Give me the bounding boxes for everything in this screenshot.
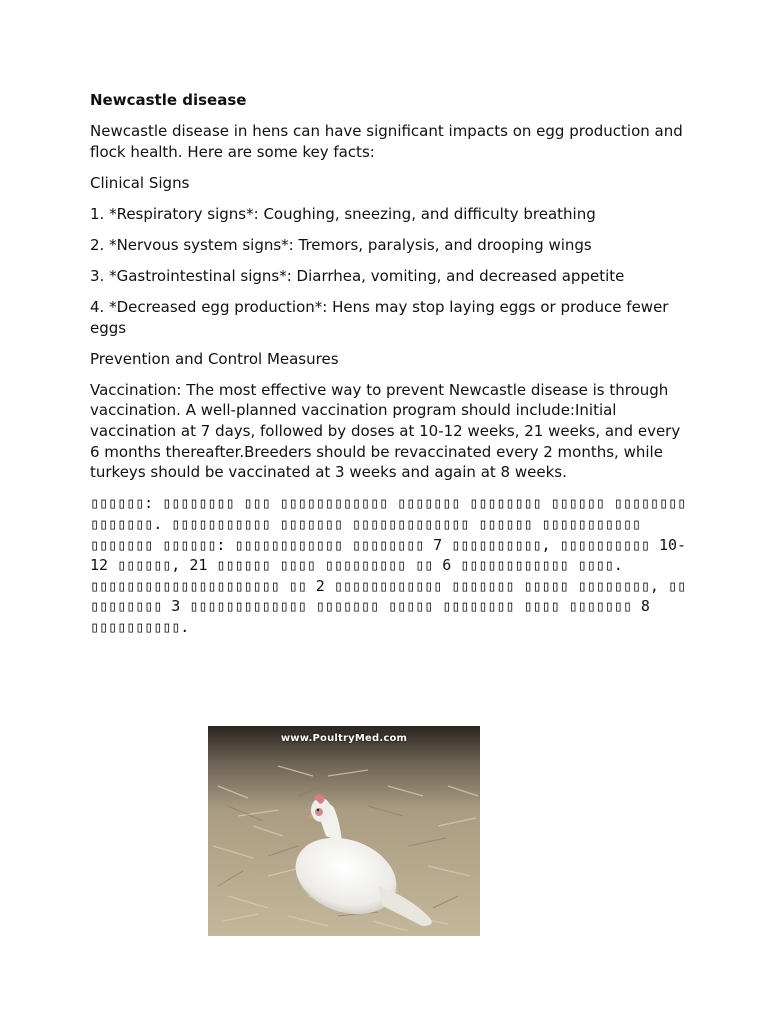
unrendered-script-paragraph: ▯▯▯▯▯▯: ▯▯▯▯▯▯▯▯ ▯▯▯ ▯▯▯▯▯▯▯▯▯▯▯▯ ▯▯▯▯▯▯▯ ▯▯▯▯▯▯▯▯ ▯▯▯▯▯▯ ▯▯▯▯▯▯▯▯ ▯▯▯▯▯▯▯. ▯▯▯▯▯▯▯▯▯▯▯ ▯▯▯▯▯▯▯ ▯▯▯▯▯▯▯▯▯▯▯▯▯ ▯▯▯▯▯▯ ▯▯▯▯▯▯▯▯▯▯▯ ▯▯▯▯▯▯▯ ▯▯▯▯▯▯: ▯▯▯▯▯▯▯▯▯▯▯▯ ▯▯▯▯▯▯▯▯ 7 ▯▯▯▯▯▯▯▯▯▯, ▯▯▯▯▯▯▯▯▯▯ 10-12 ▯▯▯▯▯▯, 21 ▯▯▯▯▯▯ ▯▯▯▯ ▯▯▯▯▯▯▯▯▯ ▯▯ 6 ▯▯▯▯▯▯▯▯▯▯▯▯ ▯▯▯▯. ▯▯▯▯▯▯▯▯▯▯▯▯▯▯▯▯▯▯▯▯▯ ▯▯ 2 ▯▯▯▯▯▯▯▯▯▯▯▯ ▯▯▯▯▯▯▯ ▯▯▯▯▯ ▯▯▯▯▯▯▯▯, ▯▯ ▯▯▯▯▯▯▯▯ 3 ▯▯▯▯▯▯▯▯▯▯▯▯▯ ▯▯▯▯▯▯▯ ▯▯▯▯▯ ▯▯▯▯▯▯▯▯ ▯▯▯▯ ▯▯▯▯▯▯▯ 8 ▯▯▯▯▯▯▯▯▯▯. xyxy=(90,494,687,636)
chicken-photo xyxy=(208,726,480,936)
sign-gastrointestinal: 3. *Gastrointestinal signs*: Diarrhea, vomiting, and decreased appetite xyxy=(90,266,625,285)
clinical-signs-heading: Clinical Signs xyxy=(90,173,190,192)
intro-paragraph: Newcastle disease in hens can have significant impacts on egg production and flock health. Here are some key facts: xyxy=(90,122,683,161)
document-title: Newcastle disease xyxy=(90,91,247,109)
document-body xyxy=(90,90,690,648)
sign-nervous: 2. *Nervous system signs*: Tremors, paralysis, and drooping wings xyxy=(90,235,592,254)
prevention-heading: Prevention and Control Measures xyxy=(90,349,339,368)
sick-chicken-photo-icon xyxy=(208,726,480,936)
vaccination-paragraph: Vaccination: The most effective way to prevent Newcastle disease is through vaccination. A well-planned vaccination program should include:Initial vaccination at 7 days, followed by doses at 10-12 weeks, 21 weeks, and every 6 months thereafter.Breeders should be revaccinated every 2 months, while turkeys should be vaccinated at 3 weeks and again at 8 weeks. xyxy=(90,380,681,482)
photo-watermark: www.PoultryMed.com xyxy=(280,733,408,744)
sign-egg-production: 4. *Decreased egg production*: Hens may stop laying eggs or produce fewer eggs xyxy=(90,298,669,337)
sign-respiratory: 1. *Respiratory signs*: Coughing, sneezing, and difficulty breathing xyxy=(90,204,596,223)
